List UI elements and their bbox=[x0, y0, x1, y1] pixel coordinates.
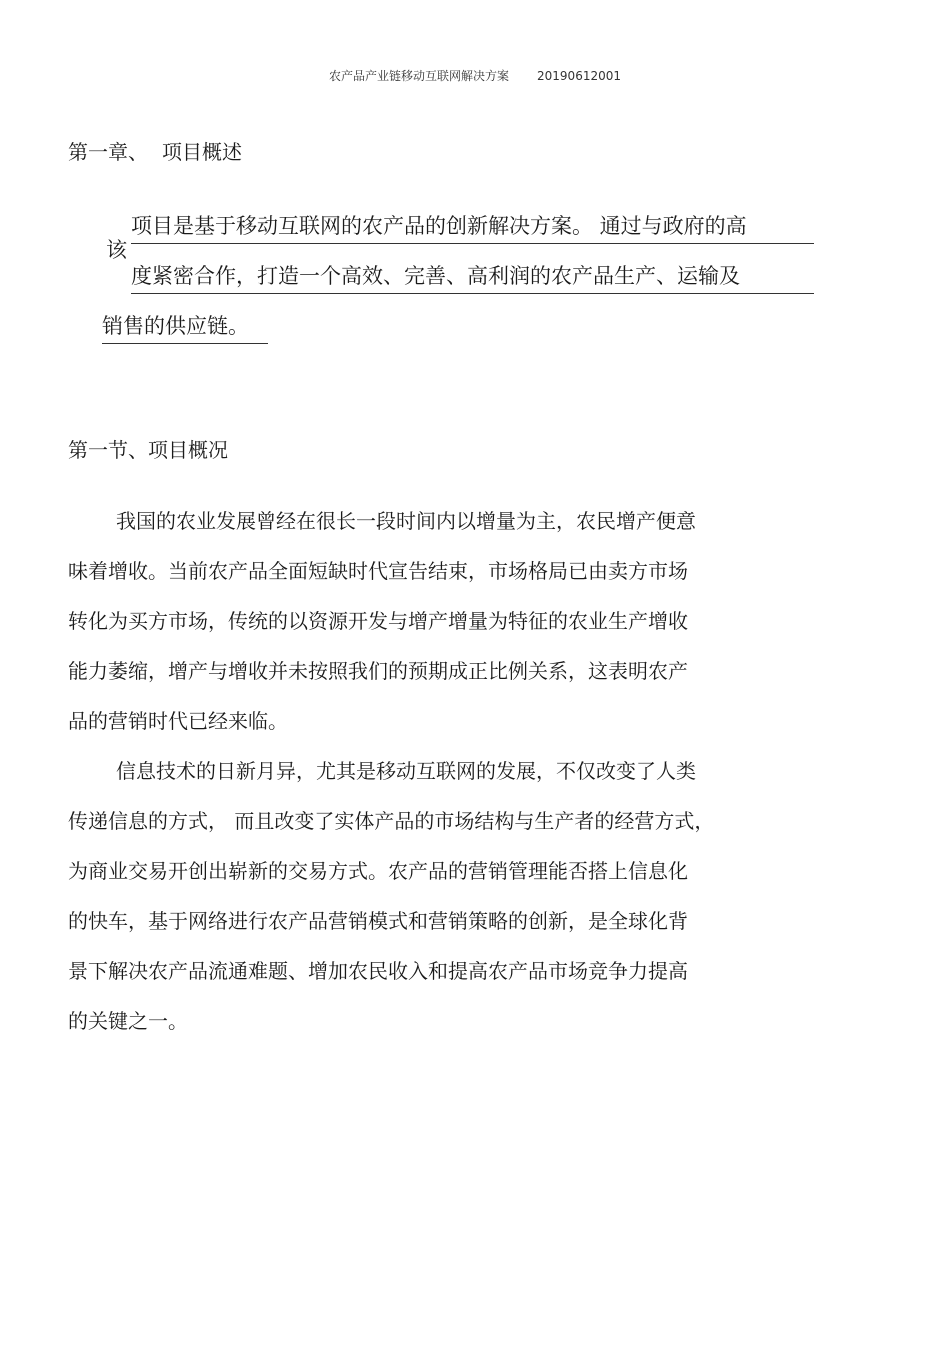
intro-line-2 bbox=[131, 262, 814, 290]
body-line: 转化为买方市场，传统的以资源开发与增产增量为特征的农业生产增收 bbox=[68, 609, 688, 633]
body-line: 能力萎缩，增产与增收并未按照我们的预期成正比例关系，这表明农产 bbox=[68, 659, 688, 683]
body-line: 景下解决农产品流通难题、增加农民收入和提高农产品市场竞争力提高 bbox=[68, 959, 688, 983]
chapter-heading bbox=[68, 136, 242, 165]
body-line: 的快车，基于网络进行农产品营销模式和营销策略的创新，是全球化背 bbox=[68, 909, 688, 933]
intro-line-2-text: 度紧密合作，打造一个高效、完善、高利润的农产品生产、运输及 bbox=[131, 264, 740, 288]
header-code: 20190612001 bbox=[537, 69, 621, 83]
body-line: 的关键之一。 bbox=[68, 1009, 188, 1033]
intro-line-3-text: 销售的供应链。 bbox=[102, 314, 249, 338]
intro-line-1-text: 项目是基于移动互联网的农产品的创新解决方案。 通过与政府的高 bbox=[131, 214, 747, 238]
body-line: 我国的农业发展曾经在很长一段时间内以增量为主，农民增产便意 bbox=[116, 509, 696, 533]
section-heading: 第一节、项目概况 bbox=[68, 438, 228, 462]
page-header bbox=[0, 67, 950, 84]
body-line: 传递信息的方式， 而且改变了实体产品的市场结构与生产者的经营方式， bbox=[68, 809, 715, 833]
body-line: 为商业交易开创出崭新的交易方式。农产品的营销管理能否搭上信息化 bbox=[68, 859, 688, 883]
chapter-number: 第一章、 bbox=[68, 140, 148, 164]
chapter-title: 项目概述 bbox=[162, 140, 242, 164]
body-line: 味着增收。当前农产品全面短缺时代宣告结束，市场格局已由卖方市场 bbox=[68, 559, 688, 583]
intro-line-3 bbox=[102, 312, 268, 340]
intro-line-1 bbox=[131, 212, 814, 240]
intro-prefix: 该 bbox=[106, 238, 127, 262]
body-line: 品的营销时代已经来临。 bbox=[68, 709, 288, 733]
header-title: 农产品产业链移动互联网解决方案 bbox=[329, 69, 510, 83]
body-line: 信息技术的日新月异，尤其是移动互联网的发展，不仅改变了人类 bbox=[116, 759, 696, 783]
